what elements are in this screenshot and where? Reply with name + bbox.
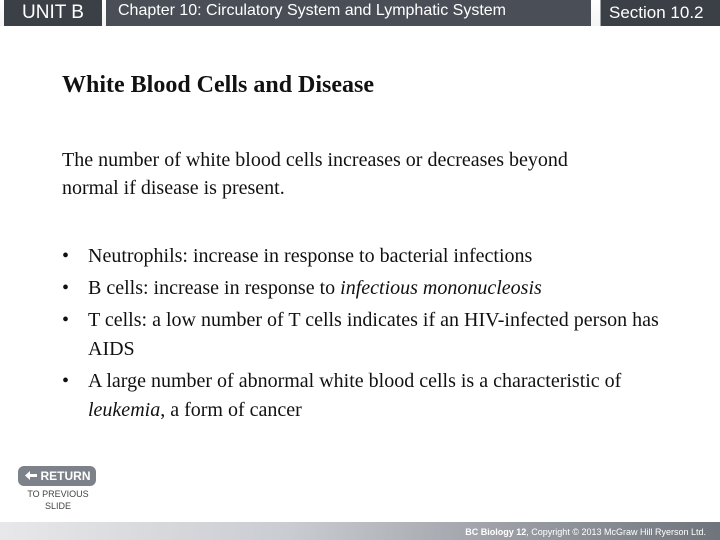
section-label: Section 10.2: [600, 0, 720, 26]
unit-label: UNIT B: [4, 0, 102, 26]
return-subtext: TO PREVIOUS SLIDE: [27, 489, 89, 511]
slide-title: White Blood Cells and Disease: [62, 72, 375, 98]
return-button[interactable]: [18, 466, 96, 486]
bullet-emphasis: leukemia: [88, 399, 161, 421]
slide-header: [0, 0, 720, 26]
bullet-item: [62, 274, 662, 303]
bullet-text-tail: , a form of cancer: [160, 399, 302, 421]
bullet-icon: •: [62, 370, 70, 392]
bullet-icon: •: [62, 245, 70, 267]
intro-paragraph: The number of white blood cells increases or decreases beyond normal if disease is present.: [62, 149, 568, 199]
bullet-icon: •: [62, 277, 70, 299]
bullet-text: Neutrophils: increase in response to bacterial infections: [88, 245, 533, 267]
bullet-text: B cells: increase in response to: [88, 277, 341, 299]
bullet-icon: •: [62, 309, 70, 331]
return-button-label: RETURN: [40, 469, 91, 483]
bullet-text: T cells: a low number of T cells indicates if an HIV-infected person has AIDS: [88, 309, 659, 360]
course-name: BC Biology 12: [465, 527, 527, 537]
bullet-emphasis: infectious mononucleosis: [340, 277, 542, 299]
bullet-text: A large number of abnormal white blood cells is a characteristic of: [88, 370, 622, 392]
slide-footer: [0, 522, 720, 540]
bullet-item: [62, 367, 662, 425]
bullet-item: [62, 306, 662, 364]
return-arrow-icon: [24, 469, 38, 484]
bullet-item: [62, 242, 662, 271]
copyright-text: [465, 527, 706, 537]
chapter-title: Chapter 10: Circulatory System and Lymphatic System: [106, 0, 591, 26]
copyright-notice: , Copyright © 2013 McGraw Hill Ryerson Ltd.: [526, 527, 706, 537]
bullet-list: [62, 242, 662, 428]
